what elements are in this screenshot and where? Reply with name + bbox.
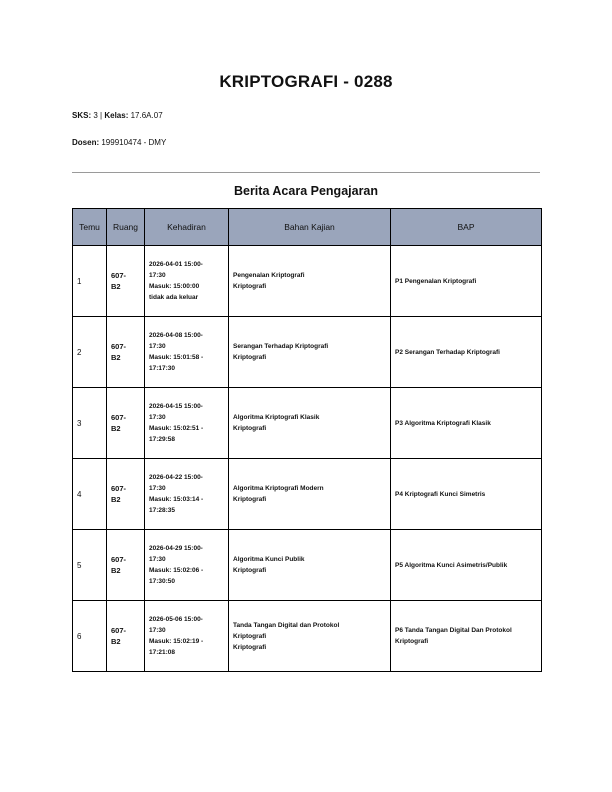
cell-kehadiran-line: 17:30 (149, 272, 166, 279)
cell-temu: 2 (73, 317, 107, 388)
cell-bahan-kajian (229, 317, 391, 388)
cell-ruang-line: B2 (111, 282, 121, 291)
cell-ruang (107, 246, 145, 317)
cell-bahan-kajian-line: Serangan Terhadap Kriptografi (233, 343, 329, 350)
column-header-bap: BAP (391, 209, 542, 246)
column-header-ruang: Ruang (107, 209, 145, 246)
cell-temu: 1 (73, 246, 107, 317)
cell-temu: 5 (73, 530, 107, 601)
cell-ruang-line: B2 (111, 566, 121, 575)
table-row (73, 246, 542, 317)
column-header-kehadiran: Kehadiran (145, 209, 229, 246)
cell-kehadiran-line: 17:29:58 (149, 436, 176, 443)
cell-bap (391, 317, 542, 388)
dosen-label: Dosen: (72, 138, 100, 147)
cell-ruang (107, 388, 145, 459)
cell-ruang-line: B2 (111, 495, 121, 504)
table-row (73, 459, 542, 530)
cell-bahan-kajian-line: Kriptografi (233, 643, 267, 651)
cell-kehadiran-line: 2026-04-01 15:00- (149, 261, 203, 268)
cell-bap-line: P6 Tanda Tangan Digital Dan Protokol (395, 627, 512, 634)
cell-kehadiran (145, 459, 229, 530)
cell-kehadiran-line: tidak ada keluar (149, 294, 199, 301)
cell-bahan-kajian-line: Algoritma Kriptografi Klasik (233, 414, 320, 421)
cell-bap (391, 530, 542, 601)
cell-bap-line: P5 Algoritma Kunci Asimetris/Publik (395, 561, 508, 569)
cell-bap (391, 601, 542, 672)
cell-kehadiran-line: 17:28:35 (149, 507, 176, 514)
sks-value: 3 (93, 111, 98, 120)
cell-kehadiran-line: Masuk: 15:02:19 - (149, 638, 204, 645)
cell-ruang-line: 607- (111, 271, 127, 280)
cell-ruang-line: B2 (111, 637, 121, 646)
cell-ruang (107, 317, 145, 388)
column-header-bahan-kajian: Bahan Kajian (229, 209, 391, 246)
cell-ruang-line: 607- (111, 555, 127, 564)
cell-kehadiran-line: Masuk: 15:02:06 - (149, 567, 204, 574)
course-info-line (72, 111, 163, 120)
cell-ruang (107, 601, 145, 672)
cell-bahan-kajian-line: Pengenalan Kriptografi (233, 272, 305, 279)
cell-bap-line: P4 Kriptografi Kunci Simetris (395, 490, 486, 498)
cell-bap (391, 246, 542, 317)
cell-ruang-line: B2 (111, 353, 121, 362)
cell-ruang-line: 607- (111, 413, 127, 422)
cell-kehadiran-line: Masuk: 15:02:51 - (149, 425, 204, 432)
cell-bap (391, 388, 542, 459)
cell-bahan-kajian-line: Algoritma Kunci Publik (233, 556, 305, 563)
cell-kehadiran-line: 17:30:50 (149, 578, 176, 585)
cell-kehadiran-line: Masuk: 15:00:00 (149, 283, 200, 290)
cell-ruang-line: B2 (111, 424, 121, 433)
kelas-label: Kelas: (104, 111, 129, 120)
cell-temu: 6 (73, 601, 107, 672)
cell-ruang-line: 607- (111, 484, 127, 493)
page-title: KRIPTOGRAFI - 0288 (219, 72, 393, 91)
cell-kehadiran-line: 17:30 (149, 556, 166, 563)
cell-kehadiran-line: 2026-04-08 15:00- (149, 332, 203, 339)
cell-bahan-kajian-line: Kriptografi (233, 632, 267, 640)
cell-kehadiran (145, 317, 229, 388)
cell-bahan-kajian-line: Tanda Tangan Digital dan Protokol (233, 621, 340, 629)
cell-bahan-kajian (229, 601, 391, 672)
cell-bahan-kajian-line: Kriptografi (233, 496, 267, 503)
separator: | (100, 111, 103, 120)
cell-kehadiran (145, 246, 229, 317)
cell-ruang (107, 459, 145, 530)
cell-kehadiran (145, 530, 229, 601)
cell-bahan-kajian (229, 530, 391, 601)
cell-bahan-kajian (229, 459, 391, 530)
cell-kehadiran-line: 17:30 (149, 627, 166, 634)
table-row (73, 530, 542, 601)
cell-bap-line: P3 Algoritma Kriptografi Klasik (395, 419, 491, 427)
table-row (73, 388, 542, 459)
cell-bahan-kajian-line: Algoritma Kriptografi Modern (233, 485, 324, 492)
cell-bahan-kajian-line: Kriptografi (233, 354, 267, 361)
column-header-temu: Temu (73, 209, 107, 246)
cell-bap (391, 459, 542, 530)
divider (72, 172, 540, 173)
lecturer-info-line (72, 138, 166, 147)
table-header-row (73, 209, 542, 246)
dosen-value: 199910474 - DMY (101, 138, 167, 147)
cell-bahan-kajian (229, 246, 391, 317)
cell-kehadiran-line: 2026-05-06 15:00- (149, 616, 203, 623)
cell-ruang-line: 607- (111, 342, 127, 351)
cell-temu: 4 (73, 459, 107, 530)
cell-kehadiran-line: 17:17:30 (149, 365, 176, 372)
cell-kehadiran-line: Masuk: 15:03:14 - (149, 496, 204, 503)
table-row (73, 317, 542, 388)
cell-ruang (107, 530, 145, 601)
table-body (73, 246, 542, 672)
cell-bap-line: P2 Serangan Terhadap Kriptografi (395, 348, 500, 356)
cell-bap-line: Kriptografi (395, 638, 429, 645)
table-row (73, 601, 542, 672)
cell-kehadiran-line: 2026-04-15 15:00- (149, 403, 203, 410)
section-title: Berita Acara Pengajaran (233, 184, 379, 198)
cell-ruang-line: 607- (111, 626, 127, 635)
cell-kehadiran (145, 388, 229, 459)
cell-kehadiran-line: 17:21:08 (149, 649, 176, 656)
cell-kehadiran-line: 17:30 (149, 485, 166, 492)
kelas-value: 17.6A.07 (130, 111, 163, 120)
cell-bahan-kajian-line: Kriptografi (233, 283, 267, 290)
cell-kehadiran-line: Masuk: 15:01:58 - (149, 354, 204, 361)
cell-bap-line: P1 Pengenalan Kriptografi (395, 277, 477, 285)
cell-temu: 3 (73, 388, 107, 459)
cell-kehadiran-line: 2026-04-29 15:00- (149, 545, 203, 552)
cell-kehadiran-line: 17:30 (149, 414, 166, 421)
cell-kehadiran (145, 601, 229, 672)
bap-table (72, 208, 542, 672)
cell-kehadiran-line: 2026-04-22 15:00- (149, 474, 203, 481)
cell-bahan-kajian (229, 388, 391, 459)
cell-kehadiran-line: 17:30 (149, 343, 166, 350)
cell-bahan-kajian-line: Kriptografi (233, 567, 267, 574)
cell-bahan-kajian-line: Kriptografi (233, 425, 267, 432)
sks-label: SKS: (72, 111, 92, 120)
